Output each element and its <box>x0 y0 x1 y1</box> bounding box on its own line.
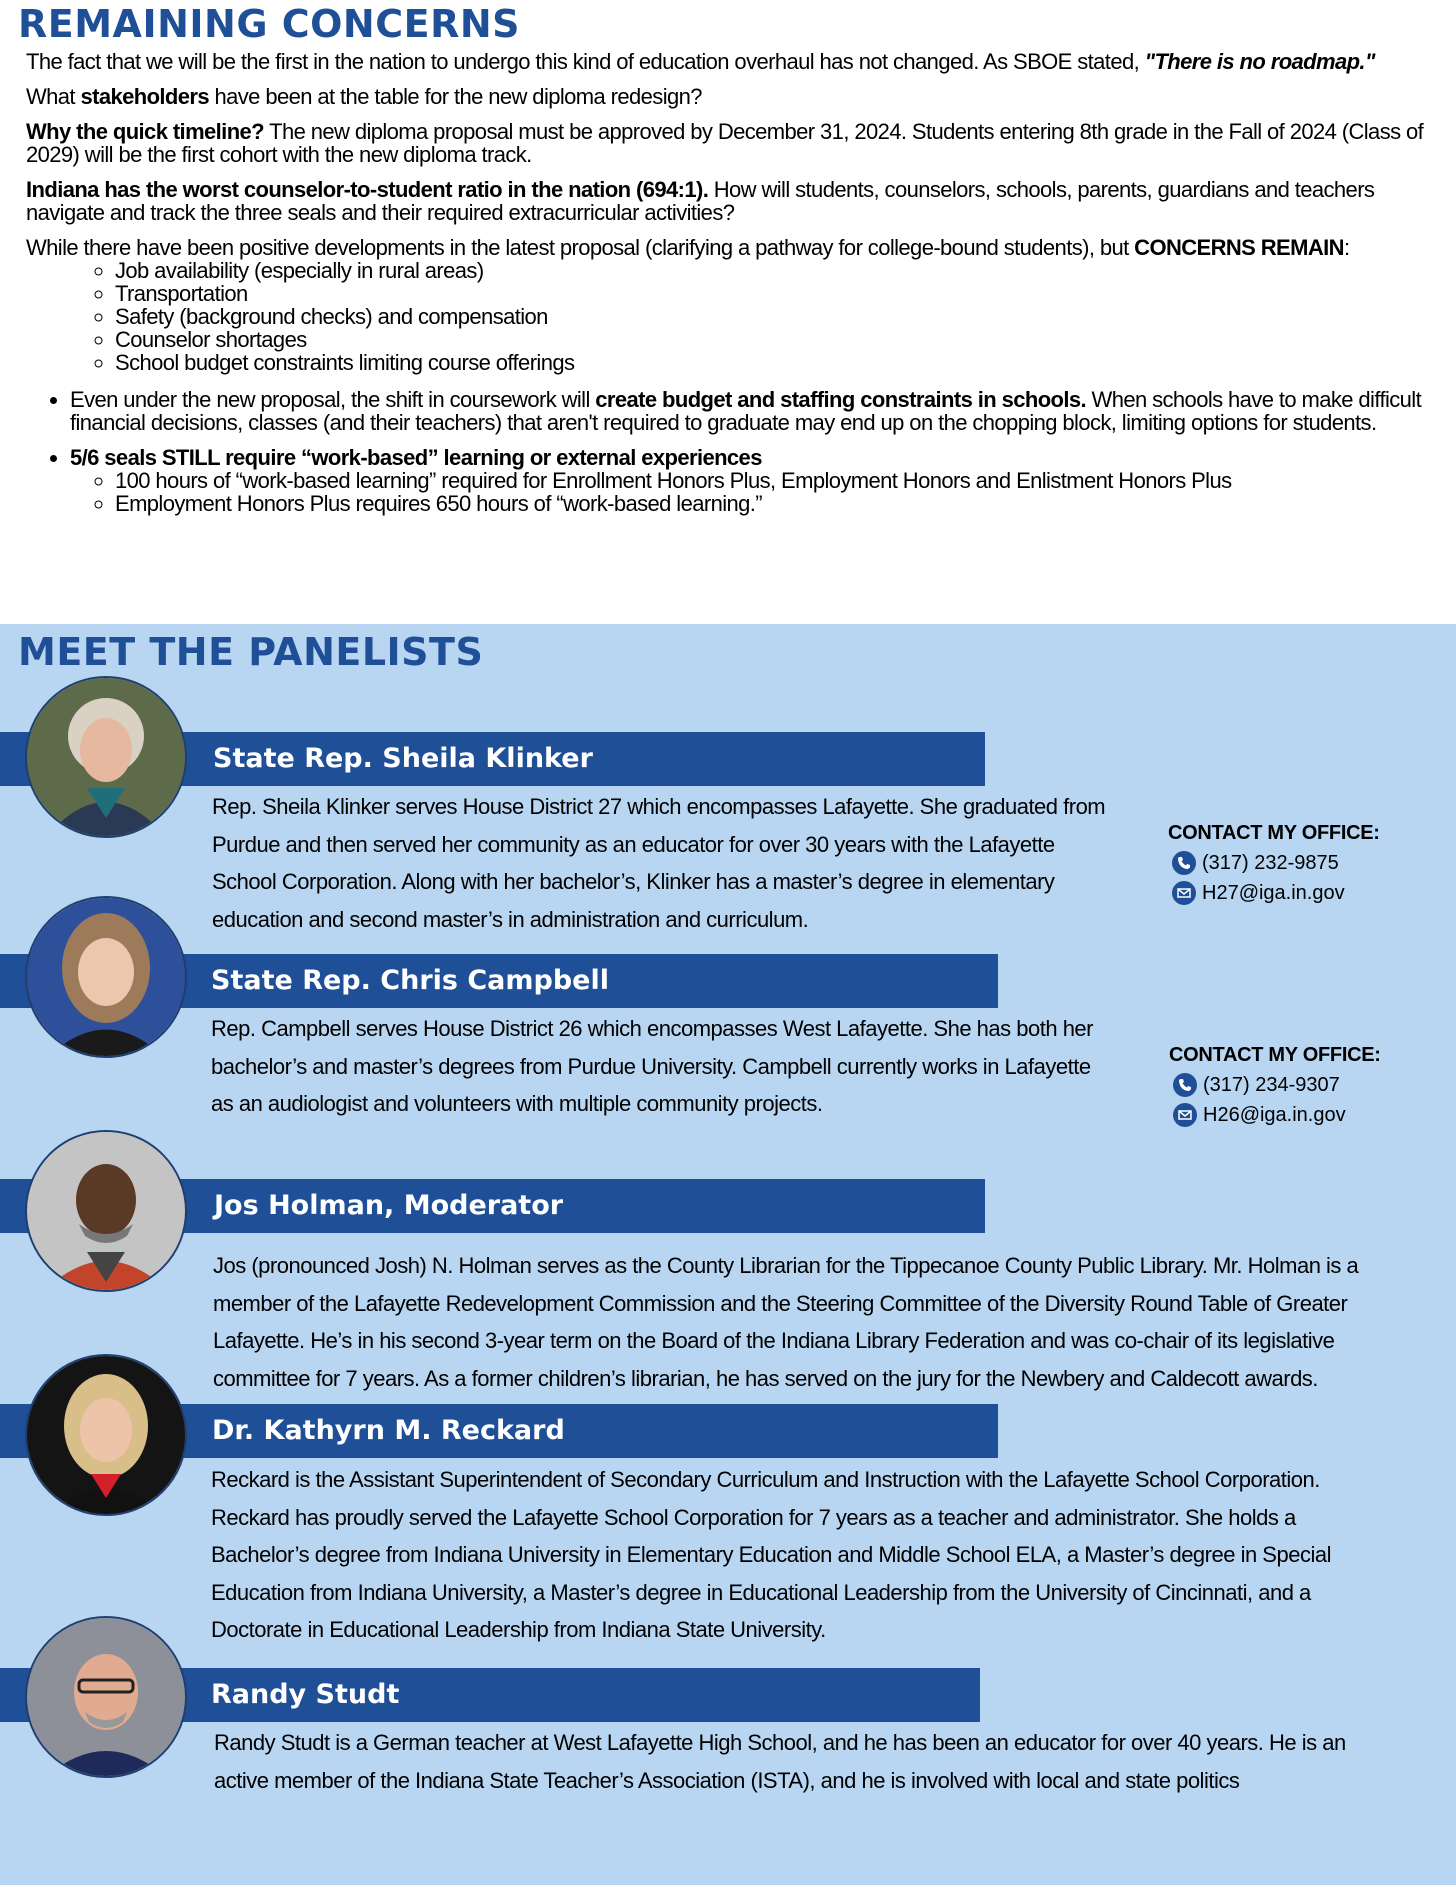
list-item: ◦ School budget constraints limiting course offerings <box>115 351 1436 374</box>
contact-title: CONTACT MY OFFICE: <box>1169 1044 1381 1066</box>
avatar-reckard <box>25 1354 187 1516</box>
panelist-bio: Reckard is the Assistant Superintendent of Secondary Curriculum and Instruction with the Lafayette School Corporation. Reckard has proudly served the Lafayette School Corporation for 7 years as a teacher and administrator. She holds a Bachelor’s degree from Indiana University in Elementary Education and Middle School ELA, a Master’s degree in Special Education from Indiana University, a Master’s degree in Educational Leadership from the University of Cincinnati, and a Doctorate in Educational Leadership from Indiana State University. <box>211 1467 1331 1642</box>
contact-email[interactable]: H26@iga.in.gov <box>1203 1104 1346 1126</box>
panelist-name: State Rep. Chris Campbell <box>211 965 609 996</box>
concerns-bullet-list <box>26 388 1436 515</box>
list-item: ◦ 100 hours of “work-based learning” required for Enrollment Honors Plus, Employment Honors and Enlistment Honors Plus <box>115 469 1436 492</box>
contact-phone[interactable]: (317) 234-9307 <box>1203 1074 1340 1096</box>
panelist-bio: Rep. Campbell serves House District 26 which encompasses West Lafayette. She has both her bachelor’s and master’s degrees from Purdue University. Campbell currently works in Lafayette as an audiologist and volunteers with multiple community projects. <box>211 1016 1093 1116</box>
panelists-section <box>0 624 1456 1885</box>
concerns-paragraph-4: Indiana has the worst counselor-to-student ratio in the nation (694:1). How will students, counselors, schools, parents, guardians and teachers navigate and track the three seals and their required extracurricular activities? <box>26 177 1375 225</box>
contact-email-row[interactable] <box>1169 1100 1381 1130</box>
contact-office <box>1169 1040 1381 1130</box>
panelist-bio: Rep. Sheila Klinker serves House District 27 which encompasses Lafayette. She graduated from Purdue and then served her community as an educator for over 30 years with the Lafayette School Corporation. Along with her bachelor’s, Klinker has a master’s degree in elementary education and second master’s in administration and curriculum. <box>212 794 1106 932</box>
panelist-name: State Rep. Sheila Klinker <box>213 743 593 774</box>
concerns-paragraph-5: While there have been positive developments in the latest proposal (clarifying a pathway for college-bound students), but CONCERNS REMAIN: <box>26 235 1350 260</box>
email-icon <box>1172 881 1196 905</box>
contact-phone-row[interactable] <box>1168 848 1380 878</box>
sboe-quote: "There is no roadmap." <box>1144 49 1375 74</box>
concerns-body <box>26 50 1436 527</box>
contact-email-row[interactable] <box>1168 878 1380 908</box>
contact-email[interactable]: H27@iga.in.gov <box>1202 882 1345 904</box>
panelist-bio: Jos (pronounced Josh) N. Holman serves as the County Librarian for the Tippecanoe County Public Library. Mr. Holman is a member of the Lafayette Redevelopment Commission and the Steering Committee of the Diversity Round Table of Greater Lafayette. He’s in his second 3-year term on the Board of the Indiana Library Federation and was co-chair of its legislative committee for 7 years. As a former children’s librarian, he has served on the jury for the Newbery and Caldecott awards. <box>213 1253 1359 1391</box>
panelist-name: Jos Holman, Moderator <box>214 1190 564 1221</box>
list-item: ◦ Job availability (especially in rural areas) <box>115 259 1436 282</box>
avatar-studt <box>25 1616 187 1778</box>
phone-icon <box>1172 851 1196 875</box>
remaining-concerns-heading: REMAINING CONCERNS <box>18 2 521 46</box>
list-item: ◦ Employment Honors Plus requires 650 hours of “work-based learning.” <box>115 492 1436 515</box>
panelist-name: Randy Studt <box>211 1679 400 1710</box>
list-item: ◦ Safety (background checks) and compensation <box>115 305 1436 328</box>
panelist-bio: Randy Studt is a German teacher at West Lafayette High School, and he has been an educator for over 40 years. He is an active member of the Indiana State Teacher’s Association (ISTA), and he is involved with local and state politics <box>214 1730 1346 1793</box>
avatar-holman <box>25 1130 187 1292</box>
list-item: ◦ Counselor shortages <box>115 328 1436 351</box>
concerns-remain-list <box>26 259 1436 374</box>
meet-panelists-heading: MEET THE PANELISTS <box>18 630 484 674</box>
list-item: • 5/6 seals STILL require “work-based” learning or external experiences ◦ 100 hours of “work-based learning” required for Enrollment Honors Plus, Employment Honors and Enlistment Honors Plus ◦ Employment Honors Plus requires 650 hours of “work-based learning.” <box>70 446 1436 515</box>
contact-office <box>1168 818 1380 908</box>
contact-phone-row[interactable] <box>1169 1070 1381 1100</box>
phone-icon <box>1173 1073 1197 1097</box>
list-item: • Even under the new proposal, the shift in coursework will create budget and staffing constraints in schools. When schools have to make difficult financial decisions, classes (and their teachers) that aren't required to graduate may end up on the chopping block, limiting options for students. <box>70 388 1436 434</box>
panelist-name: Dr. Kathyrn M. Reckard <box>212 1415 565 1446</box>
email-icon <box>1173 1103 1197 1127</box>
concerns-paragraph-2: What stakeholders have been at the table for the new diploma redesign? <box>26 84 702 109</box>
seals-sub-list <box>70 469 1436 515</box>
avatar-campbell <box>25 896 187 1058</box>
contact-phone[interactable]: (317) 232-9875 <box>1202 852 1339 874</box>
list-item: ◦ Transportation <box>115 282 1436 305</box>
contact-title: CONTACT MY OFFICE: <box>1168 822 1380 844</box>
concerns-paragraph-1: The fact that we will be the first in the nation to undergo this kind of education overhaul has not changed. As SBOE stated, "There is no roadmap." <box>26 49 1375 74</box>
concerns-paragraph-3: Why the quick timeline? The new diploma proposal must be approved by December 31, 2024. Students entering 8th grade in the Fall of 2024 (Class of 2029) will be the first cohort with the new diploma track. <box>26 119 1424 167</box>
avatar-klinker <box>25 676 187 838</box>
